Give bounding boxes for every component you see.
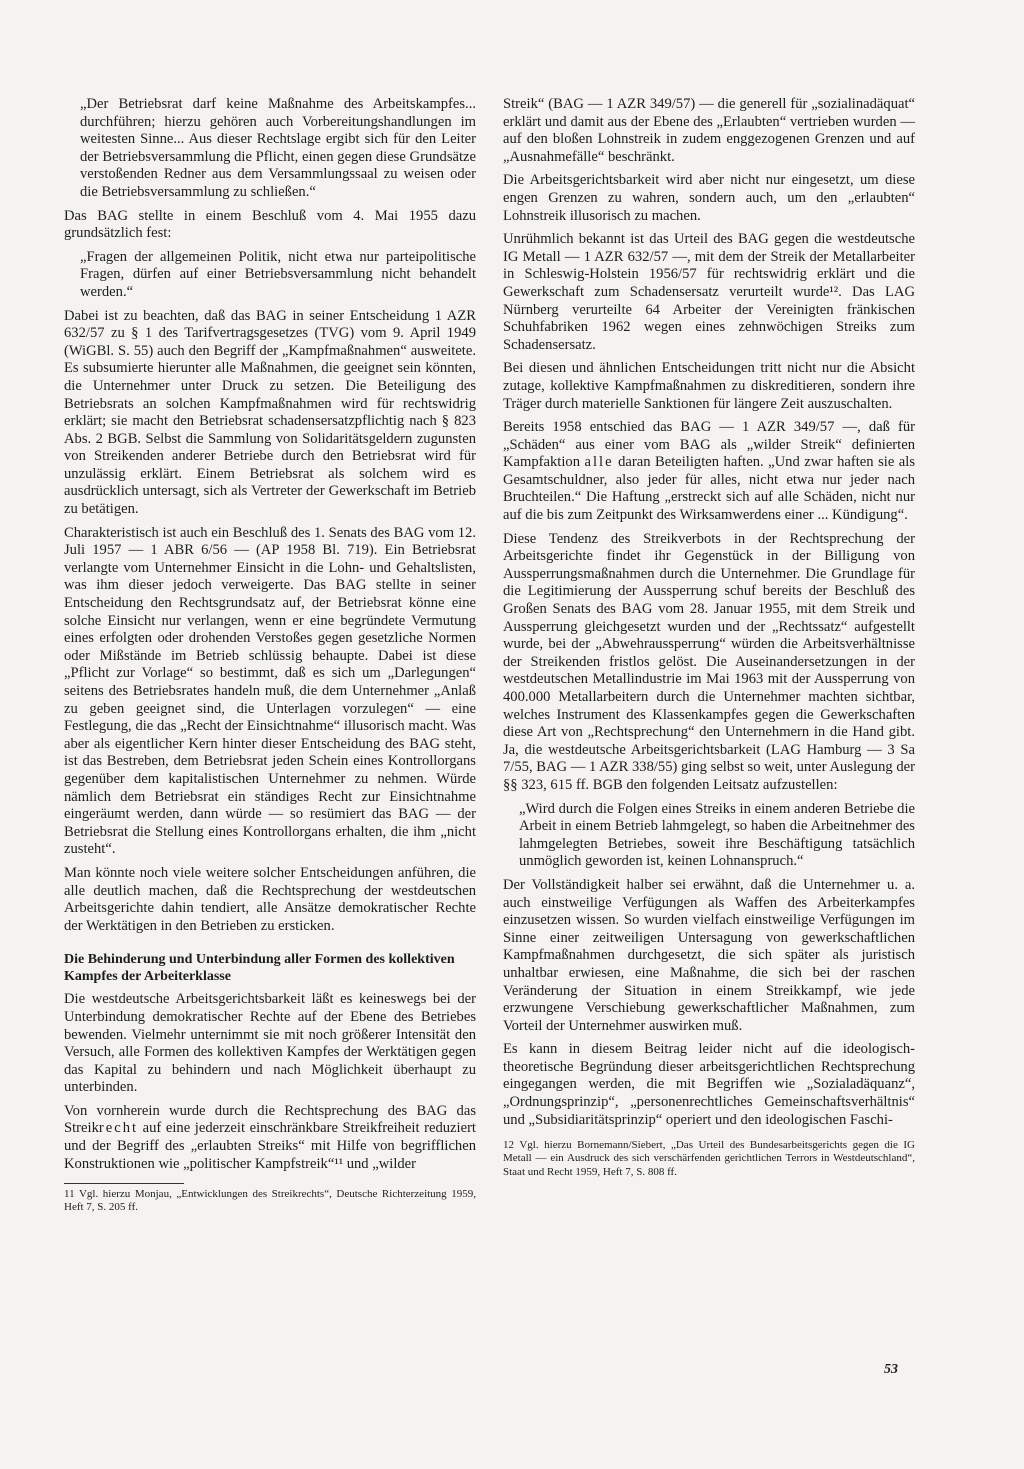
footnote-rule xyxy=(64,1183,184,1184)
text-segment: Bereits 1958 entschied das BAG — 1 AZR 349/57 —, daß für „Schäden“ aus einer vom BAG als „wilder Streik“ definierten Kampfaktion xyxy=(503,419,915,471)
text-segment: auf eine jederzeit einschränkbare Streikfreiheit reduziert und der Begriff des „erlaubten Streiks“ mit Hilfe von begrifflichen Konstruktionen wie „politischer Kampfstreik“¹¹ und „wilder xyxy=(64,1120,476,1172)
paragraph: „Wird durch die Folgen eines Streiks in einem anderen Betriebe die Arbeit in einem Betrieb lahmgelegt, so haben die Arbeitnehmer des lahmgelegten Betriebes, soweit ihre Beschäftigung tatsächlich unmöglich geworden ist, keinen Lohnanspruch.“ xyxy=(519,800,915,870)
paragraph: Man könnte noch viele weitere solcher Entscheidungen anführen, die alle deutlich machen, daß die Rechtsprechung der westdeutschen Arbeitsgerichte dahin tendiert, alle Ansätze demokratischer Rechte der Werktätigen in den Betrieben zu ersticken. xyxy=(64,864,476,934)
paragraph: Die Arbeitsgerichtsbarkeit wird aber nicht nur eingesetzt, um diese engen Grenzen zu wahren, sondern auch, um den „erlaubten“ Lohnstreik illusorisch zu machen. xyxy=(503,172,915,224)
paragraph: Unrühmlich bekannt ist das Urteil des BAG gegen die westdeutsche IG Metall — 1 AZR 632/57 —, mit dem der Streik der Metallarbeiter in Schleswig-Holstein 1956/57 für rechtswidrig erklärt und die Gewerkschaft zum Schadensersatz verurteilt wurde¹². Das LAG Nürnberg verurteilte 64 Arbeiter der Vereinigten fränkischen Schuhfabriken 1962 wegen eines zehnwöchigen Streiks zum Schadensersatz. xyxy=(503,231,915,353)
spaced-word: recht xyxy=(98,1120,139,1137)
paragraph: Diese Tendenz des Streikverbots in der Rechtsprechung der Arbeitsgerichte findet ihr Gegenstück in der Billigung von Aussperrungsmaßnahmen durch die Unternehmer. Die Grundlage für die Legitimierung der Aussperrung schuf bereits der Beschluß des Großen Senats des BAG vom 28. Januar 1955, mit dem Streik und Aussperrung gleichgesetzt wurden und der „Rechtssatz“ aufgestellt wurde, bei der „Abwehraussperrung“ würden die Arbeitsverhältnisse der Streikenden fristlos gelöst. Die Auseinandersetzungen in der westdeutschen Metallindustrie im Mai 1963 mit der Aussperrung von 400.000 Metallarbeitern durch die Unternehmer machten sichtbar, welches Instrument des Klassenkampfes gegen die Gewerkschaften diese Art von „Rechtsprechung“ den Unternehmern in die Hand gibt. Ja, die westdeutsche Arbeitsgerichtsbarkeit (LAG Hamburg — 3 Sa 7/55, BAG — 1 AZR 338/55) ging selbst so weit, unter Auslegung der §§ 323, 615 ff. BGB den folgenden Leitsatz aufzustellen: xyxy=(503,530,915,793)
right-column xyxy=(503,96,915,1135)
paragraph: Charakteristisch ist auch ein Beschluß des 1. Senats des BAG vom 12. Juli 1957 — 1 ABR 6/56 — (AP 1958 Bl. 719). Ein Betriebsrat verlangte vom Unternehmer Einsicht in die Lohn- und Gehaltslisten, was ihm dieser jedoch verweigerte. Das BAG stellte in seiner Entscheidung den Rechtsgrundsatz auf, der Betriebsrat könne eine solche Einsicht nur verlangen, wenn er eine begründete Vermutung eines erfolgten oder drohenden Verstoßes gegen gesetzliche Normen oder Mißstände im Betrieb schlüssig behaupte. Dabei ist diese „Pflicht zur Vorlage“ so bestimmt, daß es sich um „Darlegungen“ seitens des Betriebsrates handeln muß, die dem Unternehmer „Anlaß zu geben geeignet sind, die Unterlagen vorzulegen“ — eine Festlegung, die das „Recht der Einsichtnahme“ illusorisch macht. Was aber als eigentlicher Kern hinter dieser Entscheidung des BAG steht, ist das Bestreben, dem Betriebsrat jeden Schein eines Kontrollorgans gegenüber dem kapitalistischen Unternehmer zu nehmen. Würde nämlich dem Betriebsrat ein ständiges Recht zur Einsichtnahme eingeräumt werden, dann würde — so resümiert das BAG — der Betriebsrat die Stellung eines Kontrollorgans erhalten, die ihm „nicht zusteht“. xyxy=(64,524,476,858)
paragraph: „Der Betriebsrat darf keine Maßnahme des Arbeitskampfes... durchführen; hierzu gehören auch Vorbereitungshandlungen im weitesten Sinne... Aus dieser Rechtslage ergibt sich für den Leiter der Betriebsversammlung die Pflicht, einen gegen diese Grundsätze verstoßenden Redner aus dem Versammlungssaal zu weisen oder die Betriebsversammlung zu schließen.“ xyxy=(80,96,476,200)
text-segment: Von vornherein wurde durch die Rechtsprechung des BAG das Streik xyxy=(64,1102,476,1137)
section-heading: Die Behinderung und Unterbindung aller Formen des kollektiven Kampfes der Arbeiterklasse xyxy=(64,952,455,985)
footnote-11: 11 Vgl. hierzu Monjau, „Entwicklungen des Streikrechts“, Deutsche Richterzeitung 1959, Heft 7, S. 205 ff. xyxy=(64,1188,476,1214)
paragraph: Das BAG stellte in einem Beschluß vom 4. Mai 1955 dazu grundsätzlich fest: xyxy=(64,207,476,242)
paragraph xyxy=(503,419,915,525)
footnote-12: 12 Vgl. hierzu Bornemann/Siebert, „Das Urteil des Bundesarbeitsgerichts gegen die IG Metall — ein Ausdruck des sich verschärfenden gerichtlichen Terrors in Westdeutschland“, Staat und Recht 1959, Heft 7, S. 808 ff. xyxy=(503,1139,915,1178)
text-segment: daran Beteiligten haften. „Und zwar haften sie als Gesamtschuldner, also jeder für alles, nicht etwa nur jeder nach Bruchteilen.“ Die Haftung „erstreckt sich auf alle Schäden, nicht nur auf die bis zum Zeitpunkt des Wirksamwerdens einer ... Kündigung“. xyxy=(503,454,916,524)
paragraph: Dabei ist zu beachten, daß das BAG in seiner Entscheidung 1 AZR 632/57 zu § 1 des Tarifvertragsgesetzes (TVG) vom 9. April 1949 (WiGBl. S. 55) auch den Begriff der „Kampfmaßnahmen“ ausweitete. Es subsumierte hierunter alle Maßnahmen, die geeignet sein könnten, die Unternehmer unter Druck zu setzen. Die Beteiligung des Betriebsrats an solchen Kampfmaßnahmen wird für rechtswidrig erklärt; sie macht den Betriebsrat schadensersatzpflichtig nach § 823 Abs. 2 BGB. Selbst die Sammlung von Solidaritätsgeldern zugunsten von Streikenden anderer Betriebe durch den Betriebsrat wird für unzulässig erklärt. Einem Betriebsrat als solchem wird es ausdrücklich untersagt, sich als Vertreter der Gewerkschaft im Betrieb zu betätigen. xyxy=(64,307,476,518)
page-number: 53 xyxy=(884,1362,898,1377)
paragraph: Es kann in diesem Beitrag leider nicht auf die ideologisch-theoretische Begründung dieser arbeitsgerichtlichen Rechtsprechung eingegangen werden, die mit Begriffen wie „Sozialadäquanz“, „Ordnungsprinzip“, „personenrechtliches Gemeinschaftsverhältnis“ und „Subsidiaritätsprinzip“ operiert und den ideologischen Faschi- xyxy=(503,1041,915,1128)
left-column xyxy=(64,96,476,1179)
paragraph xyxy=(64,1103,476,1173)
paragraph: Die westdeutsche Arbeitsgerichtsbarkeit läßt es keineswegs bei der Unterbindung demokratischer Rechte auf der Ebene des Betriebes bewenden. Vielmehr unternimmt sie mit noch größerer Intensität den Versuch, alle Formen des kollektiven Kampfes der Werktätigen gegen das Kapital zu behindern und nach Möglichkeit überhaupt zu unterbinden. xyxy=(64,991,476,1096)
footnote-right xyxy=(503,1139,915,1179)
footnote-left xyxy=(64,1183,476,1215)
spaced-word: alle xyxy=(584,454,614,471)
paragraph: Streik“ (BAG — 1 AZR 349/57) — die generell für „sozialinadäquat“ erklärt und damit aus der Ebene des „Erlaubten“ vertrieben wurden — auf den bloßen Lohnstreik in zudem enggezogenen Grenzen und auf „Ausnahmefälle“ beschränkt. xyxy=(503,96,915,165)
paragraph: „Fragen der allgemeinen Politik, nicht etwa nur parteipolitische Fragen, dürfen auf einer Betriebsversammlung nicht behandelt werden.“ xyxy=(80,248,476,300)
paragraph: Der Vollständigkeit halber sei erwähnt, daß die Unternehmer u. a. auch einstweilige Verfügungen als Waffen des Arbeiterkampfes einzusetzen wissen. So wurden vielfach einstweilige Verfügungen im Sinne einer zeitweiligen Untersagung von gewerkschaftlichen Kampfmaßnahmen durchgesetzt, die sich später als juristisch unhaltbar erwiesen, eine Maßnahme, die sich bei der raschen Veränderung der Situation in einem Streikkampf, wie jede erzwungene Verschiebung gewerkschaftlicher Maßnahmen, zum Vorteil der Unternehmer auswirken muß. xyxy=(503,876,915,1034)
paragraph: Bei diesen und ähnlichen Entscheidungen tritt nicht nur die Absicht zutage, kollektive Kampfmaßnahmen zu diskreditieren, sondern ihre Träger durch materielle Sanktionen für längere Zeit auszuschalten. xyxy=(503,360,915,412)
